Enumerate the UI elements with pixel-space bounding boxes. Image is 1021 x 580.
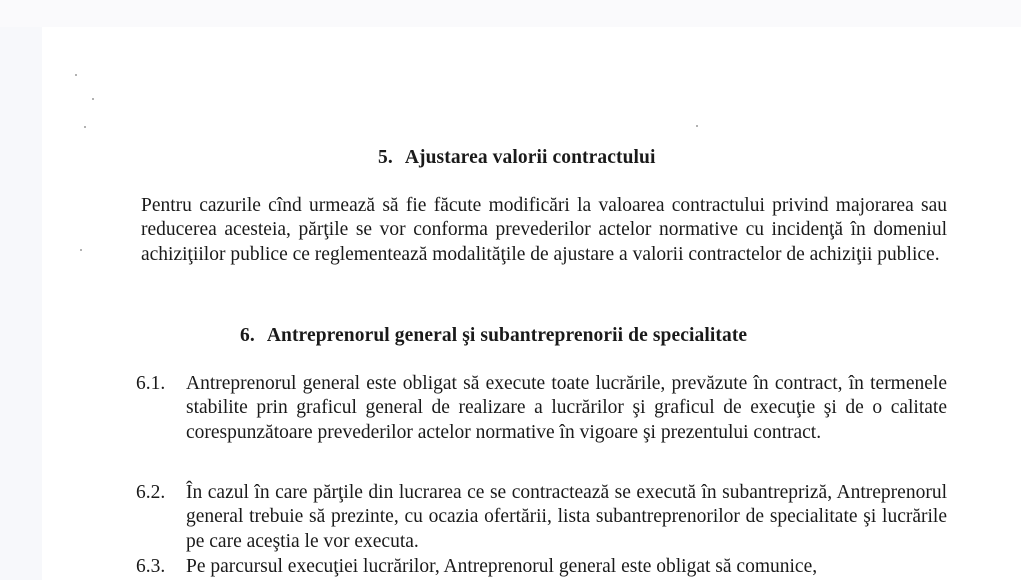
section-6-number: 6.: [240, 325, 255, 346]
clause-text: Pe parcursul execuţiei lucrărilor, Antreprenorul general este obligat să comunice,: [186, 556, 818, 577]
section-5-title: Ajustarea valorii contractului: [404, 147, 656, 168]
section-5-number: 5.: [378, 147, 393, 168]
clause-number: 6.2.: [136, 482, 166, 503]
clause-text: În cazul în care părţile din lucrarea ce se contractează se execută în subantrepriză, Antreprenorul general trebuie să prezinte, cu ocazia ofertării, lista subantreprenorilor de specialitate şi lucrările pe care aceştia le vor executa.: [186, 482, 947, 552]
clause-6-3: [136, 555, 947, 579]
scan-speck: [92, 98, 94, 100]
scan-speck: [75, 74, 77, 76]
scan-background: [0, 0, 1021, 27]
clause-number: 6.1.: [136, 373, 166, 394]
section-5-paragraph: Pentru cazurile cînd urmează să fie făcute modificări la valoarea contractului privind majorarea sau reducerea acesteia, părţile se vor conforma prevederilor actelor normative cu incidenţă în domeniul achiziţiilor publice ce reglementează modalităţile de ajustare a valorii contractelor de achiziţii publice.: [141, 195, 947, 265]
clause-6-1: [136, 372, 947, 445]
scan-speck: [80, 249, 82, 251]
section-6-heading: [240, 324, 747, 348]
clause-text: Antreprenorul general este obligat să execute toate lucrările, prevăzute în contract, în termenele stabilite prin graficul general de realizare a lucrărilor şi graficul de execuţie şi de o calitate corespunzătoare prevederilor actelor normative în vigoare şi prezentului contract.: [186, 373, 947, 443]
clause-6-2: [136, 481, 947, 554]
scan-speck: [84, 126, 86, 128]
clause-number: 6.3.: [136, 556, 166, 577]
section-5-heading: [378, 146, 656, 170]
scan-speck: [696, 125, 698, 127]
section-6-title: Antreprenorul general şi subantreprenorii de specialitate: [266, 325, 748, 346]
